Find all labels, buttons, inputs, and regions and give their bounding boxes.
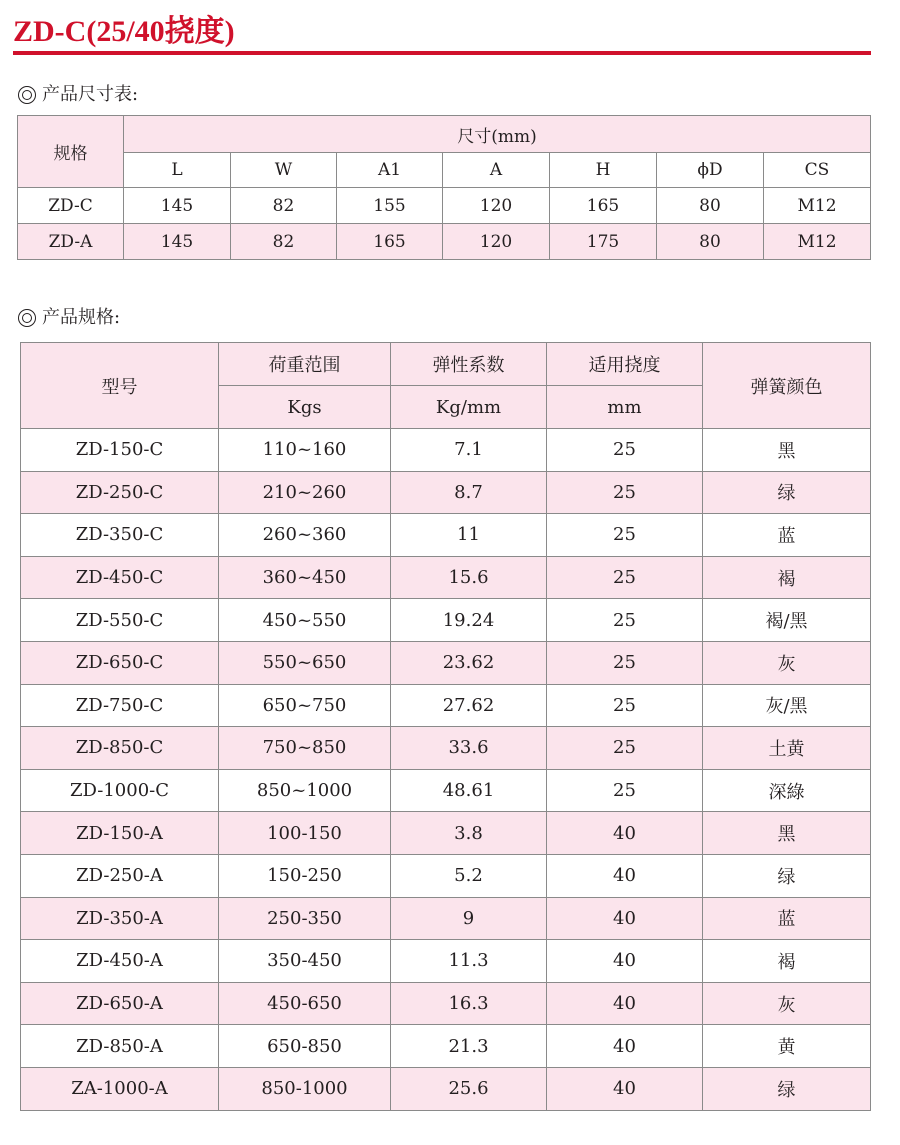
dim-value-cell: 145	[124, 188, 231, 224]
spec-header-load-unit: Kgs	[219, 386, 391, 429]
table-row	[21, 812, 871, 855]
spec-deflection-cell: 40	[547, 1067, 703, 1110]
dimensions-heading-text: 产品尺寸表:	[42, 84, 139, 105]
spec-color-cell: 土黄	[703, 727, 871, 770]
spec-load-cell: 210~260	[219, 471, 391, 514]
dim-value-cell: 165	[337, 224, 443, 260]
spec-rate-cell: 11	[391, 514, 547, 557]
spec-load-cell: 850-1000	[219, 1067, 391, 1110]
spec-rate-cell: 5.2	[391, 854, 547, 897]
dim-value-cell: 82	[231, 188, 337, 224]
spec-rate-cell: 7.1	[391, 429, 547, 472]
spec-load-cell: 650-850	[219, 1025, 391, 1068]
dim-header-size: 尺寸(mm)	[124, 116, 871, 153]
dimensions-section-heading	[18, 84, 138, 106]
table-row	[21, 1067, 871, 1110]
specs-table	[20, 342, 871, 1111]
dimensions-table	[17, 115, 871, 260]
spec-model-cell: ZD-550-C	[21, 599, 219, 642]
spec-deflection-cell: 25	[547, 556, 703, 599]
page-title: ZD-C(25/40挠度)	[13, 15, 235, 48]
dim-value-cell: 155	[337, 188, 443, 224]
spec-color-cell: 灰	[703, 641, 871, 684]
spec-color-cell: 灰/黑	[703, 684, 871, 727]
spec-load-cell: 750~850	[219, 727, 391, 770]
table-row	[21, 514, 871, 557]
table-row	[21, 684, 871, 727]
spec-deflection-cell: 25	[547, 429, 703, 472]
table-row	[21, 727, 871, 770]
spec-model-cell: ZD-350-C	[21, 514, 219, 557]
spec-deflection-cell: 40	[547, 940, 703, 983]
spec-rate-cell: 33.6	[391, 727, 547, 770]
dim-value-cell: 120	[443, 224, 550, 260]
spec-load-cell: 260~360	[219, 514, 391, 557]
spec-color-cell: 灰	[703, 982, 871, 1025]
spec-color-cell: 蓝	[703, 514, 871, 557]
dim-value-cell: M12	[764, 224, 871, 260]
specs-section-heading	[18, 307, 120, 329]
spec-model-cell: ZD-650-C	[21, 641, 219, 684]
dim-value-cell: 80	[657, 224, 764, 260]
dim-column-header: H	[550, 153, 657, 188]
spec-color-cell: 褐/黑	[703, 599, 871, 642]
spec-model-cell: ZD-850-C	[21, 727, 219, 770]
dim-value-cell: 120	[443, 188, 550, 224]
spec-header-color: 弹簧颜色	[703, 343, 871, 429]
spec-load-cell: 360~450	[219, 556, 391, 599]
dim-column-header: ϕD	[657, 153, 764, 188]
dim-value-cell: 82	[231, 224, 337, 260]
dim-column-header: A	[443, 153, 550, 188]
table-row	[21, 429, 871, 472]
table-row	[21, 599, 871, 642]
spec-model-cell: ZD-450-C	[21, 556, 219, 599]
spec-deflection-cell: 40	[547, 982, 703, 1025]
spec-load-cell: 110~160	[219, 429, 391, 472]
spec-load-cell: 150-250	[219, 854, 391, 897]
spec-load-cell: 550~650	[219, 641, 391, 684]
spec-header-deflection: 适用挠度	[547, 343, 703, 386]
spec-model-cell: ZD-450-A	[21, 940, 219, 983]
spec-color-cell: 黄	[703, 1025, 871, 1068]
spec-rate-cell: 21.3	[391, 1025, 547, 1068]
spec-model-cell: ZA-1000-A	[21, 1067, 219, 1110]
spec-model-cell: ZD-250-A	[21, 854, 219, 897]
spec-rate-cell: 15.6	[391, 556, 547, 599]
spec-rate-cell: 9	[391, 897, 547, 940]
dim-value-cell: 165	[550, 188, 657, 224]
table-row	[21, 854, 871, 897]
spec-model-cell: ZD-650-A	[21, 982, 219, 1025]
spec-model-cell: ZD-750-C	[21, 684, 219, 727]
spec-header-model: 型号	[21, 343, 219, 429]
spec-deflection-cell: 25	[547, 769, 703, 812]
spec-color-cell: 黑	[703, 812, 871, 855]
spec-deflection-cell: 25	[547, 599, 703, 642]
spec-color-cell: 黑	[703, 429, 871, 472]
spec-deflection-cell: 25	[547, 514, 703, 557]
dim-column-header: W	[231, 153, 337, 188]
dim-value-cell: 145	[124, 224, 231, 260]
spec-load-cell: 250-350	[219, 897, 391, 940]
dim-column-header: CS	[764, 153, 871, 188]
spec-rate-cell: 48.61	[391, 769, 547, 812]
title-underline	[13, 51, 871, 55]
double-circle-icon	[18, 86, 36, 104]
table-row	[18, 224, 871, 260]
spec-color-cell: 绿	[703, 854, 871, 897]
spec-color-cell: 深綠	[703, 769, 871, 812]
spec-deflection-cell: 40	[547, 1025, 703, 1068]
spec-color-cell: 绿	[703, 1067, 871, 1110]
table-row	[21, 1025, 871, 1068]
dim-header-spec: 规格	[18, 116, 124, 188]
table-row	[21, 641, 871, 684]
spec-deflection-cell: 25	[547, 727, 703, 770]
specs-heading-text: 产品规格:	[42, 307, 121, 328]
spec-rate-cell: 11.3	[391, 940, 547, 983]
spec-color-cell: 褐	[703, 556, 871, 599]
table-row	[21, 769, 871, 812]
dim-column-header: A1	[337, 153, 443, 188]
spec-load-cell: 450-650	[219, 982, 391, 1025]
spec-header-deflection-unit: mm	[547, 386, 703, 429]
spec-rate-cell: 8.7	[391, 471, 547, 514]
spec-deflection-cell: 40	[547, 854, 703, 897]
table-row	[21, 471, 871, 514]
spec-header-load-range: 荷重范围	[219, 343, 391, 386]
spec-deflection-cell: 25	[547, 471, 703, 514]
spec-deflection-cell: 25	[547, 641, 703, 684]
spec-rate-cell: 16.3	[391, 982, 547, 1025]
spec-deflection-cell: 40	[547, 897, 703, 940]
dim-column-header: L	[124, 153, 231, 188]
dim-value-cell: M12	[764, 188, 871, 224]
spec-rate-cell: 27.62	[391, 684, 547, 727]
spec-rate-cell: 25.6	[391, 1067, 547, 1110]
table-row	[21, 940, 871, 983]
spec-load-cell: 100-150	[219, 812, 391, 855]
spec-color-cell: 褐	[703, 940, 871, 983]
dim-value-cell: 175	[550, 224, 657, 260]
spec-load-cell: 450~550	[219, 599, 391, 642]
spec-color-cell: 蓝	[703, 897, 871, 940]
spec-model-cell: ZD-1000-C	[21, 769, 219, 812]
spec-deflection-cell: 25	[547, 684, 703, 727]
spec-load-cell: 350-450	[219, 940, 391, 983]
table-row	[18, 188, 871, 224]
spec-load-cell: 850~1000	[219, 769, 391, 812]
table-row	[21, 556, 871, 599]
dim-spec-cell: ZD-A	[18, 224, 124, 260]
double-circle-icon	[18, 309, 36, 327]
spec-color-cell: 绿	[703, 471, 871, 514]
spec-model-cell: ZD-150-A	[21, 812, 219, 855]
dim-value-cell: 80	[657, 188, 764, 224]
spec-deflection-cell: 40	[547, 812, 703, 855]
spec-model-cell: ZD-350-A	[21, 897, 219, 940]
spec-model-cell: ZD-150-C	[21, 429, 219, 472]
dim-spec-cell: ZD-C	[18, 188, 124, 224]
spec-load-cell: 650~750	[219, 684, 391, 727]
spec-header-spring-unit: Kg/mm	[391, 386, 547, 429]
spec-header-spring-rate: 弹性系数	[391, 343, 547, 386]
spec-model-cell: ZD-850-A	[21, 1025, 219, 1068]
spec-model-cell: ZD-250-C	[21, 471, 219, 514]
table-row	[21, 982, 871, 1025]
spec-rate-cell: 3.8	[391, 812, 547, 855]
table-row	[21, 897, 871, 940]
spec-rate-cell: 23.62	[391, 641, 547, 684]
spec-rate-cell: 19.24	[391, 599, 547, 642]
